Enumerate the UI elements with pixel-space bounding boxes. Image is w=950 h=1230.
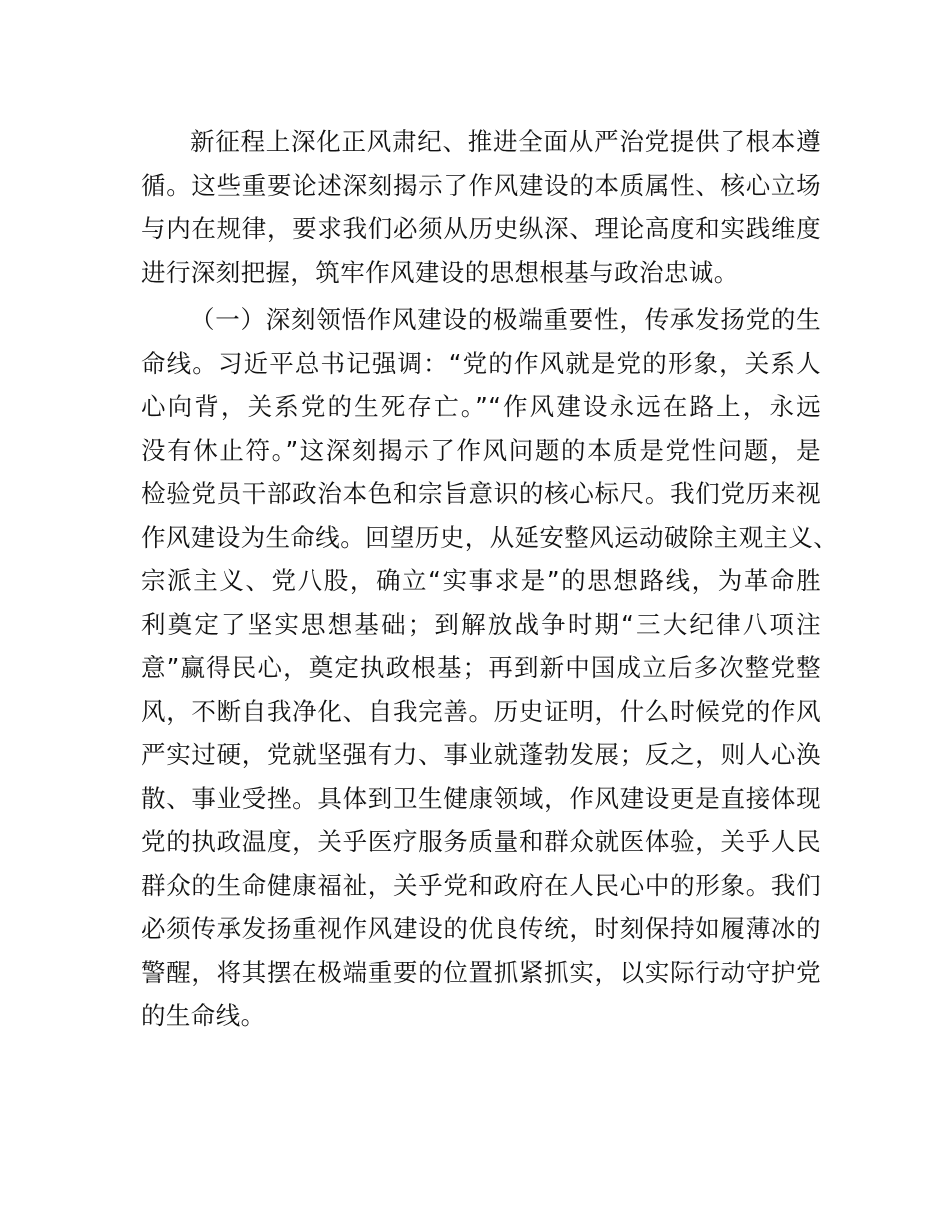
paragraph-2 — [141, 298, 839, 1038]
paragraph-line: 心向背，关系党的生死存亡。”“作风建设永远在路上，永远 — [141, 392, 821, 421]
paragraph-line: 的生命线。 — [141, 1001, 266, 1030]
paragraph-line: 严实过硬，党就坚强有力、事业就蓬勃发展；反之，则人心涣 — [141, 740, 821, 769]
paragraph-1 — [141, 120, 821, 294]
paragraph-line: 检验党员干部政治本色和宗旨意识的核心标尺。我们党历来视 — [141, 479, 821, 508]
paragraph-line: 宗派主义、党八股，确立“实事求是”的思想路线，为革命胜 — [141, 566, 821, 595]
paragraph-line: 意”赢得民心，奠定执政根基；再到新中国成立后多次整党整 — [141, 653, 821, 682]
paragraph-line: 散、事业受挫。具体到卫生健康领域，作风建设更是直接体现 — [141, 783, 821, 813]
paragraph-line: 党的执政温度，关乎医疗服务质量和群众就医体验，关乎人民 — [141, 827, 821, 856]
paragraph-line: 与内在规律，要求我们必须从历史纵深、理论高度和实践维度 — [141, 214, 821, 243]
paragraph-line: 利奠定了坚实思想基础；到解放战争时期“三大纪律八项注 — [141, 609, 821, 639]
paragraph-line: 警醒，将其摆在极端重要的位置抓紧抓实，以实际行动守护党 — [141, 957, 821, 987]
paragraph-line: 风，不断自我净化、自我完善。历史证明，什么时候党的作风 — [141, 696, 821, 726]
section-heading-line: （一）深刻领悟作风建设的极端重要性，传承发扬党的生 — [190, 305, 821, 334]
paragraph-line: 新征程上深化正风肃纪、推进全面从严治党提供了根本遵 — [190, 127, 821, 156]
paragraph-line: 进行深刻把握，筑牢作风建设的思想根基与政治忠诚。 — [141, 257, 739, 287]
paragraph-line: 没有休止符。”这深刻揭示了作风问题的本质是党性问题，是 — [141, 435, 821, 465]
paragraph-line: 必须传承发扬重视作风建设的优良传统，时刻保持如履薄冰的 — [141, 914, 821, 943]
paragraph-line: 命线。习近平总书记强调：“党的作风就是党的形象，关系人 — [141, 348, 821, 378]
paragraph-line: 群众的生命健康福祉，关乎党和政府在人民心中的形象。我们 — [141, 870, 821, 900]
paragraph-line: 循。这些重要论述深刻揭示了作风建设的本质属性、核心立场 — [141, 170, 821, 200]
paragraph-line: 作风建设为生命线。回望历史，从延安整风运动破除主观主义、 — [141, 522, 839, 552]
